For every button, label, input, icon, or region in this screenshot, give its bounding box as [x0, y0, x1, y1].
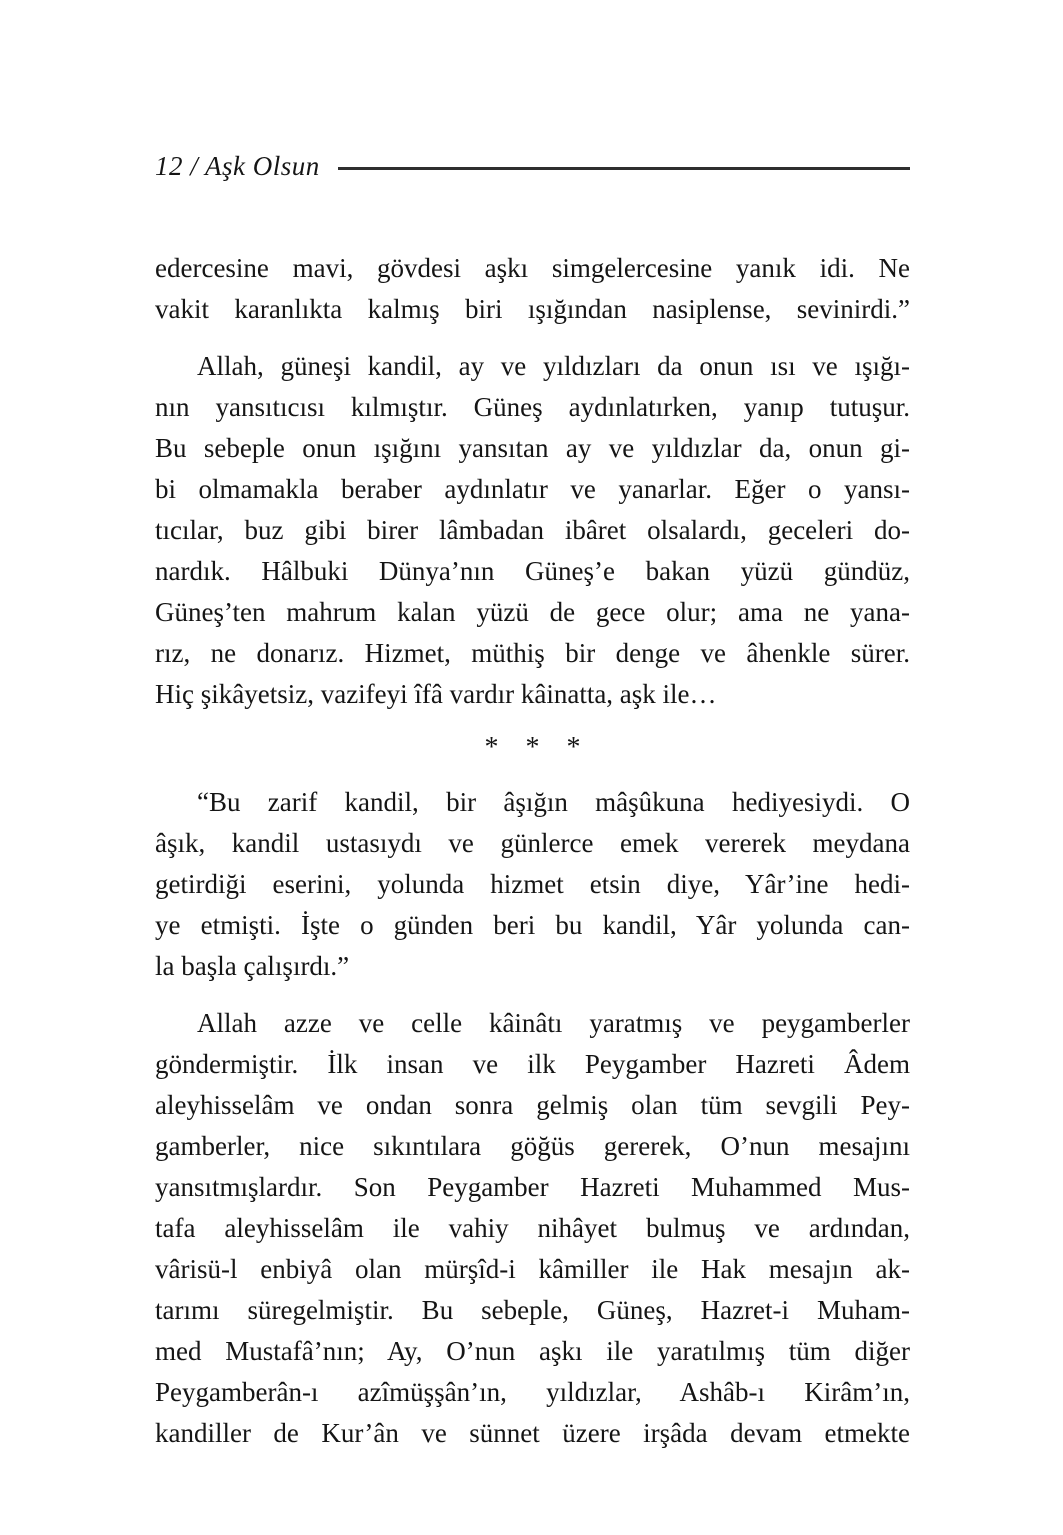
text-line: getirdiği eserini, yolunda hizmet etsin diye, Yâr’ine hedi- — [155, 869, 910, 899]
text-line: ye etmişti. İşte o günden beri bu kandil, Yâr yolunda can- — [155, 910, 910, 940]
header-rule — [338, 167, 910, 170]
paragraph — [155, 248, 910, 330]
paragraph — [155, 782, 910, 987]
text-line: med Mustafâ’nın; Ay, O’nun aşkı ile yaratılmış tüm diğer — [155, 1336, 910, 1366]
text-line: tarımı süregelmiştir. Bu sebeple, Güneş, Hazret-i Muham- — [155, 1295, 910, 1325]
text-line: göndermiştir. İlk insan ve ilk Peygamber Hazreti Âdem — [155, 1049, 910, 1079]
text-line: “Bu zarif kandil, bir âşığın mâşûkuna hediyesiydi. O — [197, 787, 910, 817]
text-line: aleyhisselâm ve ondan sonra gelmiş olan tüm sevgili Pey- — [155, 1090, 910, 1120]
text-line: tafa aleyhisselâm ile vahiy nihâyet bulmuş ve ardından, — [155, 1213, 910, 1243]
text-line: Peygamberân-ı azîmüşşân’ın, yıldızlar, Ashâb-ı Kirâm’ın, — [155, 1377, 910, 1407]
section-separator: * * * — [484, 732, 591, 763]
text-line: nın yansıtıcısı kılmıştır. Güneş aydınlatırken, yanıp tutuşur. — [155, 392, 910, 422]
text-line: âşık, kandil ustasıydı ve günlerce emek vererek meydana — [155, 828, 910, 858]
text-line: Allah azze ve celle kâinâtı yaratmış ve peygamberler — [197, 1008, 910, 1038]
running-head: 12 / Aşk Olsun — [155, 151, 320, 181]
text-line: Güneş’ten mahrum kalan yüzü de gece olur; ama ne yana- — [155, 597, 910, 627]
text-line: vakit karanlıkta kalmış biri ışığından nasiplense, sevinirdi.” — [155, 294, 910, 324]
text-line: rız, ne donarız. Hizmet, müthiş bir denge ve âhenkle sürer. — [155, 638, 910, 668]
text-line: Bu sebeple onun ışığını yansıtan ay ve yıldızlar da, onun gi- — [155, 433, 910, 463]
text-line: Allah, güneşi kandil, ay ve yıldızları da onun ısı ve ışığı- — [197, 351, 910, 381]
text-line: Hiç şikâyetsiz, vazifeyi îfâ vardır kâinatta, aşk ile… — [155, 679, 717, 709]
text-line: nardık. Hâlbuki Dünya’nın Güneş’e bakan yüzü gündüz, — [155, 556, 910, 586]
text-line: gamberler, nice sıkıntılara göğüs gererek, O’nun mesajını — [155, 1131, 910, 1161]
page-content — [155, 248, 910, 1454]
text-line: edercesine mavi, gövdesi aşkı simgelercesine yanık idi. Ne — [155, 253, 910, 283]
paragraph — [155, 1003, 910, 1454]
text-line: la başla çalışırdı.” — [155, 951, 350, 981]
paragraph — [155, 346, 910, 715]
text-line: kandiller de Kur’ân ve sünnet üzere irşâda devam etmekte — [155, 1418, 910, 1448]
text-line: bi olmamakla beraber aydınlatır ve yanarlar. Eğer o yansı- — [155, 474, 910, 504]
page-header — [155, 150, 910, 182]
text-line: tıcılar, buz gibi birer lâmbadan ibâret olsalardı, geceleri do- — [155, 515, 910, 545]
text-line: vârisü-l enbiyâ olan mürşîd-i kâmiller ile Hak mesajın ak- — [155, 1254, 910, 1284]
text-line: yansıtmışlardır. Son Peygamber Hazreti Muhammed Mus- — [155, 1172, 910, 1202]
